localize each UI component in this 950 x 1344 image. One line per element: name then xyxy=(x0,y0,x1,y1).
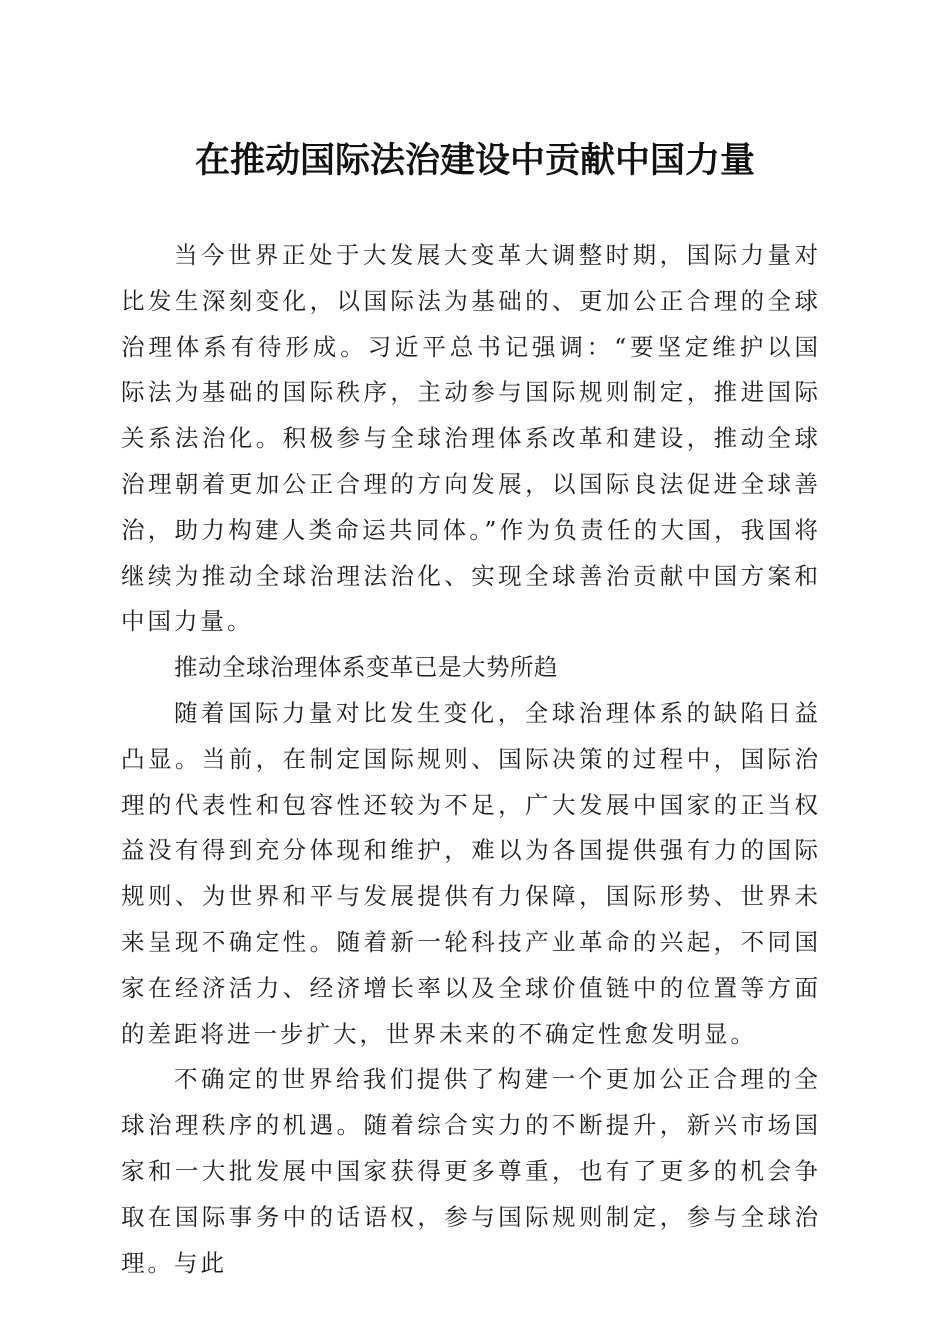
paragraph-intro: 当今世界正处于大发展大变革大调整时期，国际力量对比发生深刻变化，以国际法为基础的、更加公正合理的全球治理体系有待形成。习近平总书记强调：“要坚定维护以国际法为基础的国际秩序，主动参与国际规则制定，推进国际关系法治化。积极参与全球治理体系改革和建设，推动全球治理朝着更加公正合理的方向发展，以国际良法促进全球善治，助力构建人类命运共同体。”作为负责任的大国，我国将继续为推动全球治理法治化、实现全球善治贡献中国方案和中国力量。 xyxy=(121,241,821,636)
section-heading: 推动全球治理体系变革已是大势所趋 xyxy=(174,653,558,682)
document-body xyxy=(121,233,821,1286)
document-title: 在推动国际法治建设中贡献中国力量 xyxy=(194,140,755,181)
paragraph-opportunity: 不确定的世界给我们提供了构建一个更加公正合理的全球治理秩序的机遇。随着综合实力的不断提升，新兴市场国家和一大批发展中国家获得更多尊重，也有了更多的机会争取在国际事务中的话语权，参与国际规则制定，参与全球治理。与此 xyxy=(121,1065,821,1277)
paragraph-defects: 随着国际力量对比发生变化，全球治理体系的缺陷日益凸显。当前，在制定国际规则、国际决策的过程中，国际治理的代表性和包容性还较为不足，广大发展中国家的正当权益没有得到充分体现和维护，难以为各国提供强有力的国际规则、为世界和平与发展提供有力保障，国际形势、世界未来呈现不确定性。随着新一轮科技产业革命的兴起，不同国家在经济活力、经济增长率以及全球价值链中的位置等方面的差距将进一步扩大，世界未来的不确定性愈发明显。 xyxy=(121,698,821,1048)
